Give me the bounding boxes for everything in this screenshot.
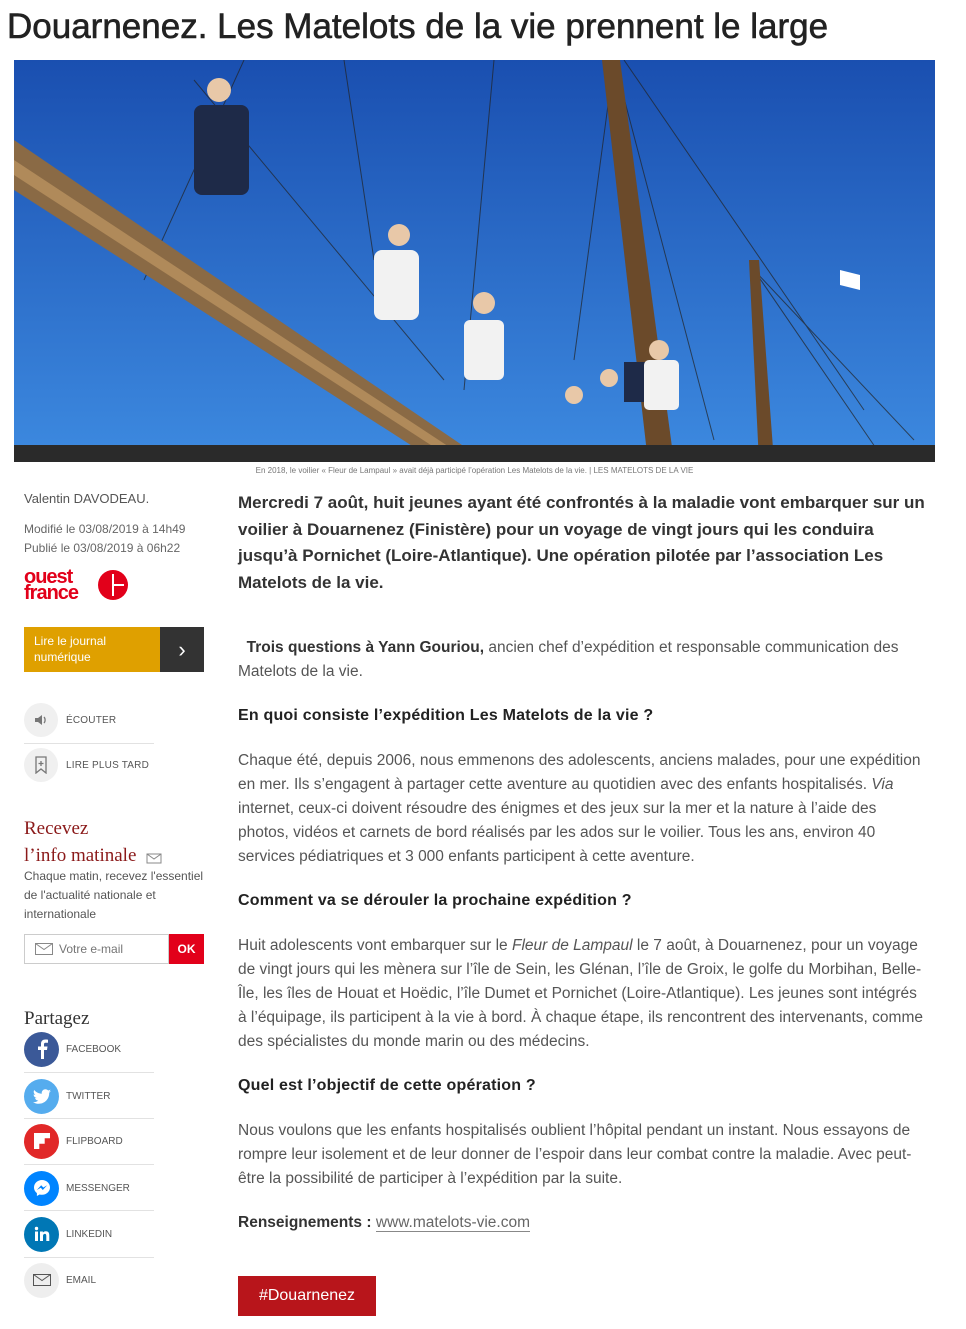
question-heading: En quoi consiste l’expédition Les Matelots de la vie ? [238,707,654,724]
answer-paragraph: Huit adolescents vont embarquer sur le Fleur de Lampaul le 7 août, à Douarnenez, pour un voyage de vingt jours qui les mènera sur l’île de Sein, les Glénan, l’île de Groix, le golfe du Morbihan, Belle-Île, les îles de Houat et Hoëdic, l’île Dumet et Pornichet (Loire-Atlantique). Les jeunes sont intégrés à l’équipage, ils participent à la vie à bord. À chaque étape, ils rencontrent des intervenants, comme des spécialistes du monde marin ou des médecins. [238,937,923,1050]
newsletter-description: Chaque matin, recevez l'essentiel de l'actualité nationale et internationale [24,869,204,921]
share-label: FACEBOOK [66,1043,122,1055]
divider [24,743,154,744]
hero-image [14,60,935,462]
tag-douarnenez-button[interactable]: #Douarnenez [238,1276,376,1316]
logo-circle-icon [98,570,128,600]
intro-bold: Trois questions à Yann Gouriou, [246,639,485,656]
read-journal-label: Lire le journal numérique [24,627,160,672]
website-link[interactable]: www.matelots-vie.com [375,1214,531,1231]
question-heading: Comment va se dérouler la prochaine expédition ? [238,892,632,909]
answer-paragraph: Chaque été, depuis 2006, nous emmenons des adolescents, anciens malades, pour une expédition en mer. Ils s’engagent à partager cette aventure au quotidien avec des enfants hospitalisés. Via internet, ceux-ci doivent résoudre des énigmes et des jeux sur la mer et la nature à l’aide des photos, vidéos et carnets de bord réalisés par les ados sur le voilier. Tous les ans, environ 40 services pédiatriques et 3 000 enfants participent à cette aventure. [238,752,921,865]
share-messenger-button[interactable] [24,1170,130,1206]
info-line [238,1211,928,1235]
email-icon [24,1263,59,1298]
email-field[interactable] [24,934,169,964]
published-date: Publié le 03/08/2019 à 06h22 [24,541,181,555]
share-flipboard-button[interactable] [24,1123,123,1159]
envelope-icon [35,943,53,955]
share-label: EMAIL [66,1274,97,1286]
divider [24,1257,154,1258]
divider [24,1072,154,1073]
newsletter-title: Recevez l’info matinale [24,815,165,869]
linkedin-icon [24,1217,59,1252]
listen-button[interactable] [24,703,116,737]
article-lede: Mercredi 7 août, huit jeunes ayant été confrontés à la maladie vont embarquer sur un voilier à Douarnenez (Finistère) pour un voyage de vingt jours qui les conduira jusqu’à Pornichet (Loire-Atlantique). Une opération pilotée par l’association Les Matelots de la vie. [238,493,925,592]
bookmark-icon [24,748,58,782]
divider [24,1118,154,1119]
speaker-icon [24,703,58,737]
answer-paragraph: Nous voulons que les enfants hospitalisés oublient l’hôpital pendant un instant. Nous essayons de rompre leur isolement et de leur donner de l’espoir dans leur combat contre la maladie. Avec peut-être la possibilité de participer à l’expédition par la suite. [238,1122,912,1187]
share-email-button[interactable] [24,1262,96,1298]
email-input[interactable] [59,942,159,956]
read-journal-button[interactable] [24,627,204,672]
read-later-button[interactable] [24,748,149,782]
modified-date: Modifié le 03/08/2019 à 14h49 [24,522,186,536]
image-caption: En 2018, le voilier « Fleur de Lampaul » avait déjà participé l’opération Les Matelots de la vie. | LES MATELOTS DE LA VIE [255,466,694,475]
logo-wordmark: ouest france [24,566,79,604]
newsletter-icon [145,849,165,865]
read-later-label: LIRE PLUS TARD [66,759,150,771]
intro-text: ancien chef d’expédition et responsable communication des Matelots de la vie. [238,639,899,680]
share-linkedin-button[interactable] [24,1216,112,1252]
subscribe-ok-button[interactable]: OK [169,934,204,964]
article-title: Douarnenez. Les Matelots de la vie prennent le large [7,7,829,46]
twitter-icon [24,1079,59,1114]
divider [24,1210,154,1211]
facebook-icon [24,1032,59,1067]
share-label: LINKEDIN [66,1228,113,1240]
ouest-france-logo[interactable] [24,566,134,609]
share-label: TWITTER [66,1090,111,1102]
question-heading: Quel est l’objectif de cette opération ? [238,1077,536,1094]
article-dates [24,520,185,558]
share-title: Partagez [24,1008,90,1029]
divider [24,1164,154,1165]
share-label: FLIPBOARD [66,1135,123,1147]
intro-paragraph [238,636,928,684]
chevron-right-icon: › [160,627,204,672]
flipboard-icon [24,1124,59,1159]
info-label: Renseignements : [238,1214,372,1231]
share-facebook-button[interactable] [24,1031,121,1067]
author-name: Valentin DAVODEAU. [24,491,150,506]
share-label: MESSENGER [66,1182,130,1194]
messenger-icon [24,1171,59,1206]
listen-label: ÉCOUTER [66,714,117,726]
share-twitter-button[interactable] [24,1078,110,1114]
